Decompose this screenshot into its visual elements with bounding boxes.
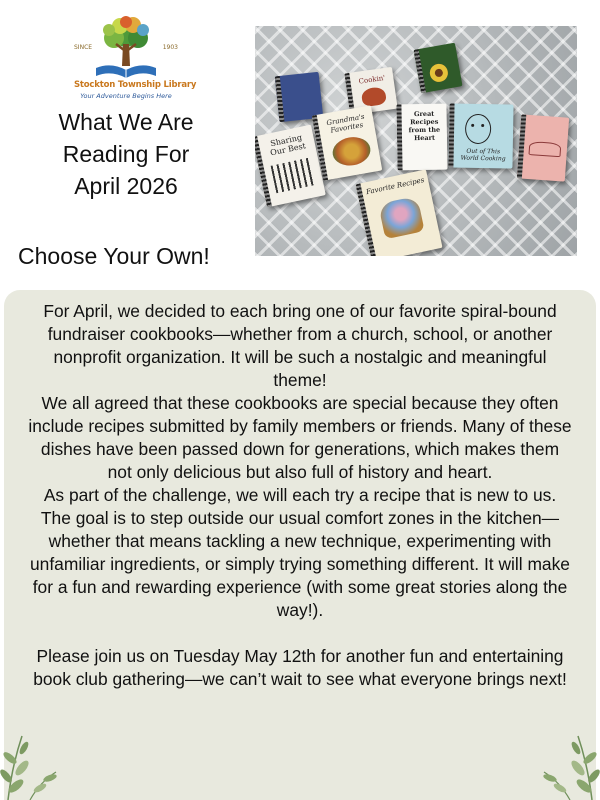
- cookbook-sharing-our-best: Sharing Our Best: [255, 125, 326, 208]
- choose-subheading: Choose Your Own!: [18, 243, 210, 269]
- cookbooks-photo: [255, 26, 577, 256]
- leaf-decoration-left-icon: [0, 716, 62, 800]
- title-line-2: Reading For: [62, 141, 190, 167]
- cookbook-grandmas-favorites: Grandma's Favorites: [312, 105, 383, 180]
- library-logo: [74, 14, 197, 106]
- announcement-text: [28, 300, 572, 691]
- cookbook-great-recipes: Great Recipes from the Heart: [396, 104, 447, 171]
- paragraph-invitation: Please join us on Tuesday May 12th for another fun and entertaining book club gathering—we can’t wait to see what everyone brings next!: [33, 646, 567, 689]
- cookbook-pink: [517, 114, 569, 181]
- cookbook-sunflower: [413, 43, 462, 94]
- cookbook-cookin: Cookin': [344, 67, 397, 115]
- cookbook-favorite-recipes: Favorite Recipes: [355, 169, 442, 256]
- paragraph-why-special: We all agreed that these cookbooks are special because they often include recipes submitted by family members or friends. Many of these dishes have been passed down for generations, which makes them not only delicious but also full of history and heart.: [28, 393, 572, 482]
- logo-since-label: SINCE: [74, 44, 93, 51]
- paragraph-challenge: As part of the challenge, we will each try a recipe that is new to us. The goal is to step outside our usual comfort zones in the kitchen—whether that means tackling a new technique, experimenting with unfamiliar ingredients, or simply trying something different. It will make for a fun and rewarding experience (with some great stories along the way!).: [30, 485, 570, 620]
- title-line-1: What We Are: [58, 109, 194, 135]
- library-name: Stockton Township Library: [74, 80, 197, 90]
- paragraph-intro: For April, we decided to each bring one of our favorite spiral-bound fundraiser cookbooks—whether from a church, school, or another nonprofit organization. It will be such a nostalgic and meaningful theme!: [43, 301, 557, 390]
- logo-year-label: 1903: [162, 44, 178, 51]
- title-line-3: April 2026: [74, 173, 178, 199]
- cookbook-teal-face: Out of This World Cooking: [448, 103, 513, 168]
- library-tagline: Your Adventure Begins Here: [80, 92, 172, 100]
- page-title: [28, 106, 224, 202]
- leaf-decoration-right-icon: [538, 716, 600, 800]
